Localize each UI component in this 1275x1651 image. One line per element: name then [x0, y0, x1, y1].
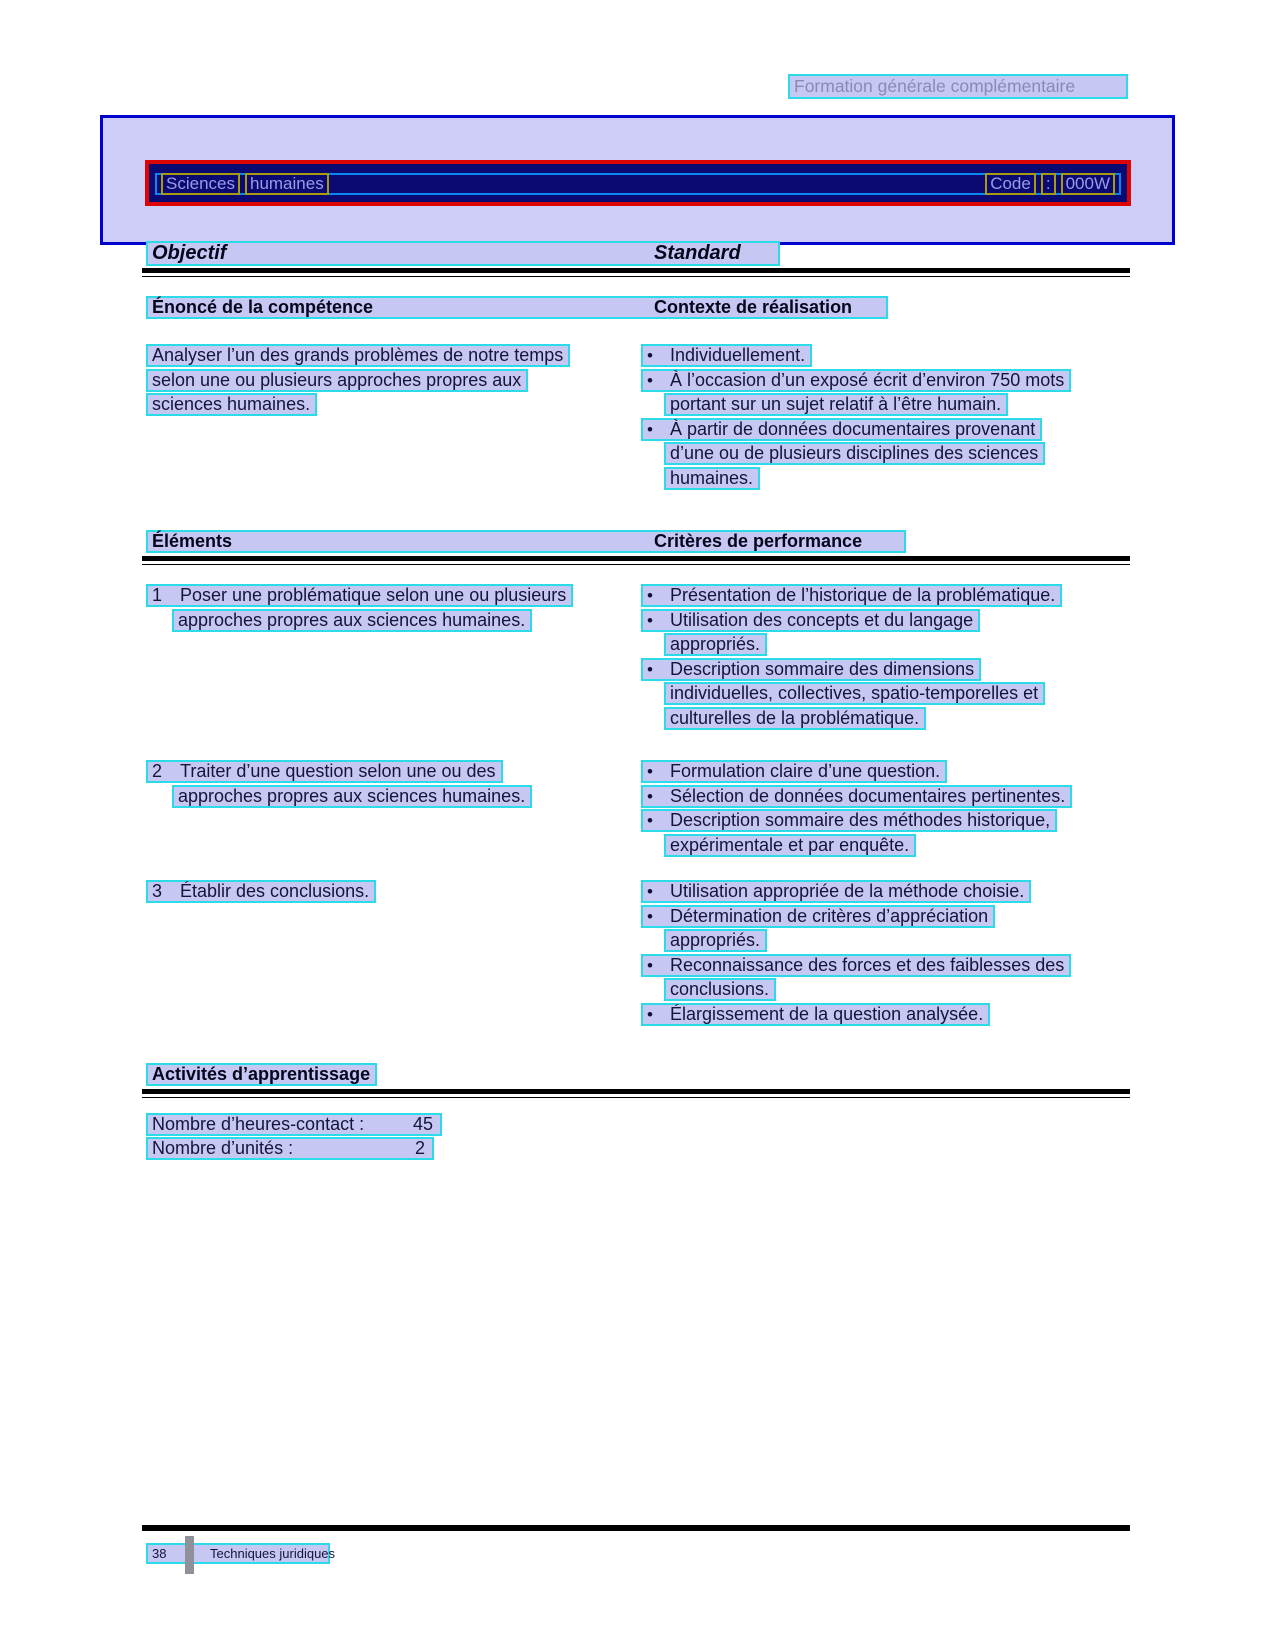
- course-code-word: :: [1041, 173, 1056, 195]
- section-rule: [142, 556, 1130, 561]
- footer-separator-bar: [185, 1536, 194, 1574]
- criteria-line: [664, 929, 767, 952]
- bullet-icon: [647, 660, 670, 679]
- element-text: Traiter d’une question selon une ou des: [180, 761, 496, 781]
- criteria-line: [641, 609, 980, 632]
- bullet-icon: [647, 956, 670, 975]
- element-line: [146, 880, 376, 903]
- element-text: Établir des conclusions.: [180, 881, 370, 901]
- bullet-icon: [647, 586, 670, 605]
- bullet-icon: [647, 611, 670, 630]
- section-rule: [142, 1089, 1130, 1094]
- element-line: [172, 609, 532, 632]
- element-number: 2: [152, 761, 163, 781]
- criteria-text: Reconnaissance des forces et des faiblesses des: [670, 954, 1065, 975]
- element-text: approches propres aux sciences humaines.: [178, 785, 526, 806]
- section-rule: [142, 268, 1130, 273]
- context-line: [664, 467, 760, 490]
- section-rule-thin: [142, 276, 1130, 278]
- context-line: [641, 369, 1071, 392]
- contexte-header-label: Contexte de réalisation: [654, 297, 853, 317]
- units-label: Nombre d’unités :: [152, 1138, 294, 1158]
- criteria-line: [641, 760, 947, 783]
- units-row: [146, 1137, 434, 1160]
- criteria-text: Description sommaire des dimensions: [670, 658, 975, 679]
- enonce-contexte-header: [146, 296, 888, 319]
- bullet-icon: [647, 1005, 670, 1024]
- objectif-label: Objectif: [152, 242, 227, 264]
- course-name-word: Sciences: [161, 173, 240, 195]
- bullet-icon: [647, 346, 670, 365]
- bullet-icon: [647, 371, 670, 390]
- criteria-text: conclusions.: [670, 979, 770, 999]
- context-text: À l’occasion d’un exposé écrit d’environ 750 mots: [670, 369, 1065, 390]
- footer-line: [146, 1543, 336, 1564]
- context-text: d’une ou de plusieurs disciplines des sciences: [670, 443, 1039, 463]
- criteria-line: [641, 809, 1057, 832]
- criteria-line: [641, 880, 1031, 903]
- criteria-line: [641, 905, 995, 928]
- hours-contact-label: Nombre d’heures-contact :: [152, 1114, 365, 1134]
- element-number: 1: [152, 585, 163, 605]
- criteria-line: [664, 834, 916, 857]
- criteria-text: individuelles, collectives, spatio-temporelles et: [670, 683, 1039, 703]
- page-number: 38: [152, 1546, 167, 1561]
- context-text: humaines.: [670, 467, 754, 488]
- criteres-header-label: Critères de performance: [654, 531, 863, 551]
- footer-program-label: Techniques juridiques: [210, 1546, 336, 1561]
- units-value: 2: [414, 1138, 425, 1158]
- context-text: Individuellement.: [670, 345, 806, 365]
- statement-line: Analyser l’un des grands problèmes de notre temps: [146, 344, 570, 367]
- standard-label: Standard: [654, 242, 741, 264]
- bullet-icon: [647, 811, 670, 830]
- statement-line: selon une ou plusieurs approches propres aux: [146, 369, 528, 392]
- criteria-line: [641, 954, 1071, 977]
- context-line: [641, 344, 812, 367]
- course-name-word: humaines: [245, 173, 329, 195]
- criteria-text: expérimentale et par enquête.: [670, 834, 910, 855]
- criteria-line: [641, 584, 1062, 607]
- course-code: [985, 173, 1115, 195]
- title-ocr-line-box: [155, 173, 1121, 195]
- course-code-word: Code: [985, 173, 1036, 195]
- elements-criteres-header: [146, 530, 906, 553]
- bullet-icon: [647, 882, 670, 901]
- criteria-text: Formulation claire d’une question.: [670, 761, 941, 781]
- footer-rule: [142, 1525, 1130, 1531]
- course-title-bar: [145, 160, 1131, 206]
- criteria-line: [641, 658, 981, 681]
- criteria-line: [641, 785, 1072, 808]
- bullet-icon: [647, 762, 670, 781]
- objectif-standard-header: [146, 241, 780, 266]
- elements-header-label: Éléments: [152, 531, 233, 551]
- course-title-box: [100, 115, 1175, 245]
- element-line: [146, 584, 573, 607]
- element-line: [172, 785, 532, 808]
- section-rule-thin: [142, 564, 1130, 566]
- bullet-icon: [647, 420, 670, 439]
- context-line: [664, 442, 1045, 465]
- element-text: Poser une problématique selon une ou plusieurs: [180, 585, 567, 605]
- context-line: [664, 393, 1008, 416]
- element-text: approches propres aux sciences humaines.: [178, 609, 526, 630]
- page-header-right: Formation générale complémentaire: [788, 74, 1128, 99]
- course-name: [161, 173, 329, 195]
- criteria-line: [664, 978, 776, 1001]
- context-text: À partir de données documentaires provenant: [670, 418, 1036, 439]
- element-number: 3: [152, 881, 163, 901]
- element-line: [146, 760, 503, 783]
- criteria-text: Sélection de données documentaires pertinentes.: [670, 785, 1066, 806]
- enonce-header-label: Énoncé de la compétence: [152, 297, 374, 317]
- criteria-line: [664, 633, 767, 656]
- criteria-text: Utilisation appropriée de la méthode choisie.: [670, 881, 1025, 901]
- criteria-line: [664, 707, 926, 730]
- context-line: [641, 418, 1042, 441]
- criteria-text: Détermination de critères d’appréciation: [670, 905, 989, 926]
- criteria-line: [641, 1003, 990, 1026]
- statement-line: sciences humaines.: [146, 393, 317, 416]
- criteria-text: culturelles de la problématique.: [670, 707, 920, 728]
- context-text: portant sur un sujet relatif à l’être humain.: [670, 394, 1002, 414]
- activites-header: Activités d’apprentissage: [146, 1063, 377, 1086]
- criteria-text: Élargissement de la question analysée.: [670, 1003, 984, 1024]
- criteria-text: appropriés.: [670, 634, 761, 654]
- criteria-text: appropriés.: [670, 930, 761, 950]
- hours-contact-value: 45: [412, 1114, 433, 1134]
- criteria-text: Présentation de l’historique de la problématique.: [670, 585, 1056, 605]
- criteria-text: Utilisation des concepts et du langage: [670, 609, 974, 630]
- criteria-line: [664, 682, 1045, 705]
- criteria-text: Description sommaire des méthodes historique,: [670, 810, 1051, 830]
- bullet-icon: [647, 787, 670, 806]
- bullet-icon: [647, 907, 670, 926]
- course-code-word: 000W: [1061, 173, 1115, 195]
- hours-contact-row: [146, 1113, 442, 1136]
- section-rule-thin: [142, 1097, 1130, 1099]
